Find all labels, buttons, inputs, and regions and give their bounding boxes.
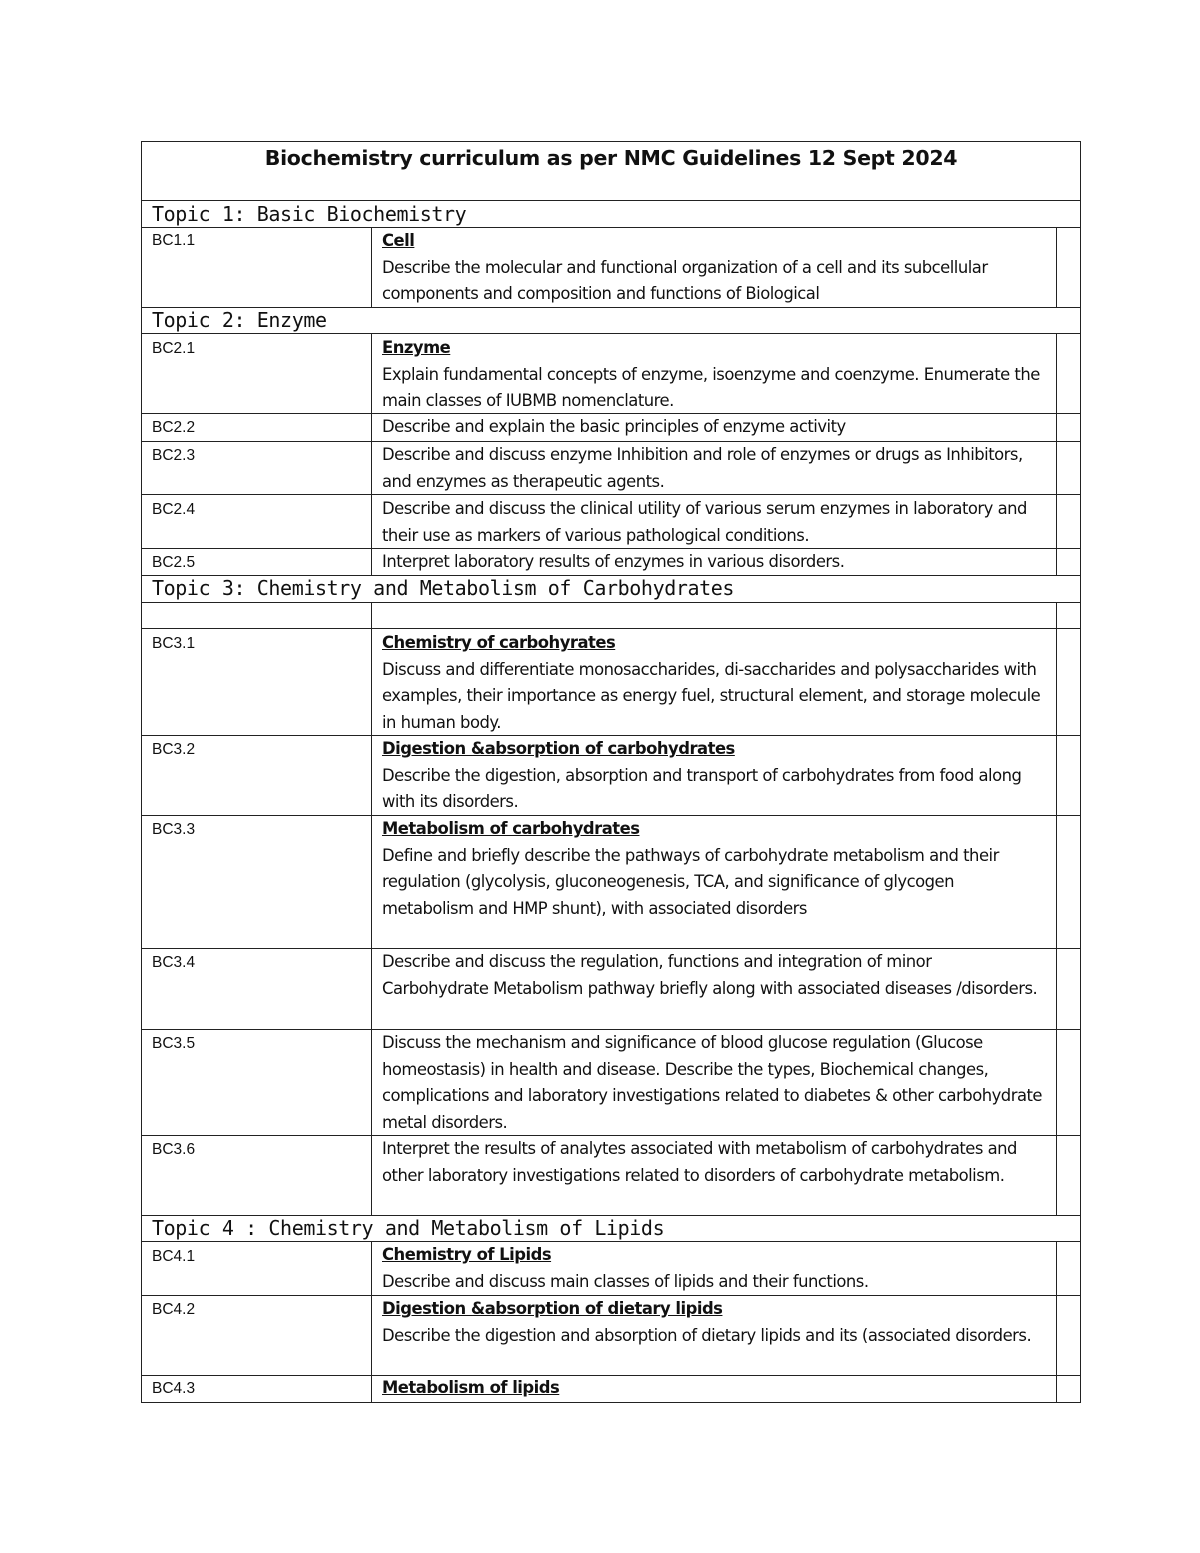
competency-description	[382, 442, 1042, 495]
competency-code: BC2.3	[152, 447, 196, 464]
competency-text: Interpret laboratory results of enzymes in various disorders.	[382, 552, 845, 571]
topic-heading: Topic 4 : Chemistry and Metabolism of Lipids	[152, 1216, 665, 1240]
competency-heading: Metabolism of carbohydrates	[382, 819, 640, 838]
competency-text: Discuss the mechanism and significance of blood glucose regulation (Glucose homeostasis) in health and disease. Describe the types, Biochemical changes, complications and laboratory investigations related to diabetes & other carbohydrate metal disorders.	[382, 1033, 1043, 1132]
document-title: Biochemistry curriculum as per NMC Guidelines 12 Sept 2024	[264, 146, 958, 170]
competency-text: Describe and discuss main classes of lipids and their functions.	[382, 1271, 869, 1291]
competency-description	[382, 1030, 1042, 1136]
competency-code: BC2.5	[152, 554, 196, 571]
competency-text: Describe and discuss the clinical utility of various serum enzymes in laboratory and their use as markers of various pathological conditions.	[382, 499, 1027, 545]
competency-code: BC2.1	[152, 340, 196, 357]
competency-text: Discuss and differentiate monosaccharides, di-saccharides and polysaccharides with examples, their importance as energy fuel, structural element, and storage molecule in human body.	[382, 659, 1041, 732]
competency-text: Describe the digestion, absorption and transport of carbohydrates from food along with its disorders.	[382, 765, 1022, 811]
row-divider	[141, 333, 1081, 334]
competency-code: BC3.2	[152, 741, 196, 758]
competency-text: Describe and discuss the regulation, functions and integration of minor Carbohydrate Metabolism pathway briefly along with associated diseases /disorders.	[382, 952, 1038, 998]
table-border-right	[1080, 141, 1081, 1403]
competency-description	[382, 549, 1042, 576]
column-divider	[1056, 227, 1057, 307]
competency-description	[382, 736, 1042, 816]
competency-description	[382, 1296, 1042, 1349]
competency-heading: Digestion &absorption of dietary lipids	[382, 1299, 723, 1318]
competency-description	[382, 1242, 1042, 1295]
row-divider	[141, 628, 1081, 629]
competency-code: BC3.3	[152, 821, 196, 838]
column-divider	[1056, 602, 1057, 1215]
competency-code: BC4.3	[152, 1380, 196, 1397]
topic-heading: Topic 2: Enzyme	[152, 308, 327, 332]
competency-description	[382, 949, 1042, 1002]
competency-text: Define and briefly describe the pathways of carbohydrate metabolism and their regulation (glycolysis, gluconeogenesis, TCA, and significance of glycogen metabolism and HMP shunt), with associated disorders	[382, 845, 999, 918]
competency-code: BC3.5	[152, 1035, 196, 1052]
table-border-left	[141, 141, 142, 1403]
competency-description	[382, 496, 1042, 549]
competency-code: BC3.6	[152, 1141, 196, 1158]
column-divider	[1056, 1241, 1057, 1402]
competency-text: Describe the digestion and absorption of dietary lipids and its (associated disorders.	[382, 1325, 1032, 1345]
competency-description	[382, 630, 1042, 736]
table-border-bottom	[141, 1402, 1081, 1403]
column-divider	[371, 1241, 372, 1402]
competency-text: Describe and explain the basic principles of enzyme activity	[382, 417, 846, 436]
competency-description	[382, 1375, 1042, 1402]
topic-heading: Topic 1: Basic Biochemistry	[152, 202, 467, 226]
column-divider	[371, 602, 372, 1215]
competency-heading: Enzyme	[382, 338, 451, 357]
competency-heading: Chemistry of Lipids	[382, 1245, 552, 1264]
competency-description	[382, 816, 1042, 922]
competency-heading: Digestion &absorption of carbohydrates	[382, 739, 735, 758]
competency-text: Interpret the results of analytes associated with metabolism of carbohydrates and other laboratory investigations related to disorders of carbohydrate metabolism.	[382, 1139, 1017, 1185]
competency-description	[382, 1136, 1042, 1189]
competency-code: BC3.1	[152, 635, 196, 652]
competency-code: BC4.2	[152, 1301, 196, 1318]
competency-description	[382, 228, 1042, 308]
column-divider	[371, 227, 372, 307]
table-border-top	[141, 141, 1081, 142]
row-divider	[141, 602, 1081, 603]
competency-code: BC4.1	[152, 1248, 196, 1265]
competency-heading: Metabolism of lipids	[382, 1378, 560, 1397]
competency-code: BC2.2	[152, 419, 196, 436]
competency-description	[382, 414, 1042, 441]
competency-code: BC1.1	[152, 232, 196, 249]
competency-code: BC3.4	[152, 954, 196, 971]
topic-heading: Topic 3: Chemistry and Metabolism of Carbohydrates	[152, 576, 735, 600]
column-divider	[371, 333, 372, 575]
competency-text: Explain fundamental concepts of enzyme, isoenzyme and coenzyme. Enumerate the main classes of IUBMB nomenclature.	[382, 364, 1040, 410]
competency-heading: Chemistry of carbohyrates	[382, 633, 616, 652]
competency-text: Describe and discuss enzyme Inhibition and role of enzymes or drugs as Inhibitors, and enzymes as therapeutic agents.	[382, 445, 1023, 491]
competency-code: BC2.4	[152, 501, 196, 518]
competency-description	[382, 335, 1042, 415]
competency-text: Describe the molecular and functional organization of a cell and its subcellular components and composition and functions of Biological	[382, 257, 988, 303]
competency-heading: Cell	[382, 231, 415, 250]
column-divider	[1056, 333, 1057, 575]
